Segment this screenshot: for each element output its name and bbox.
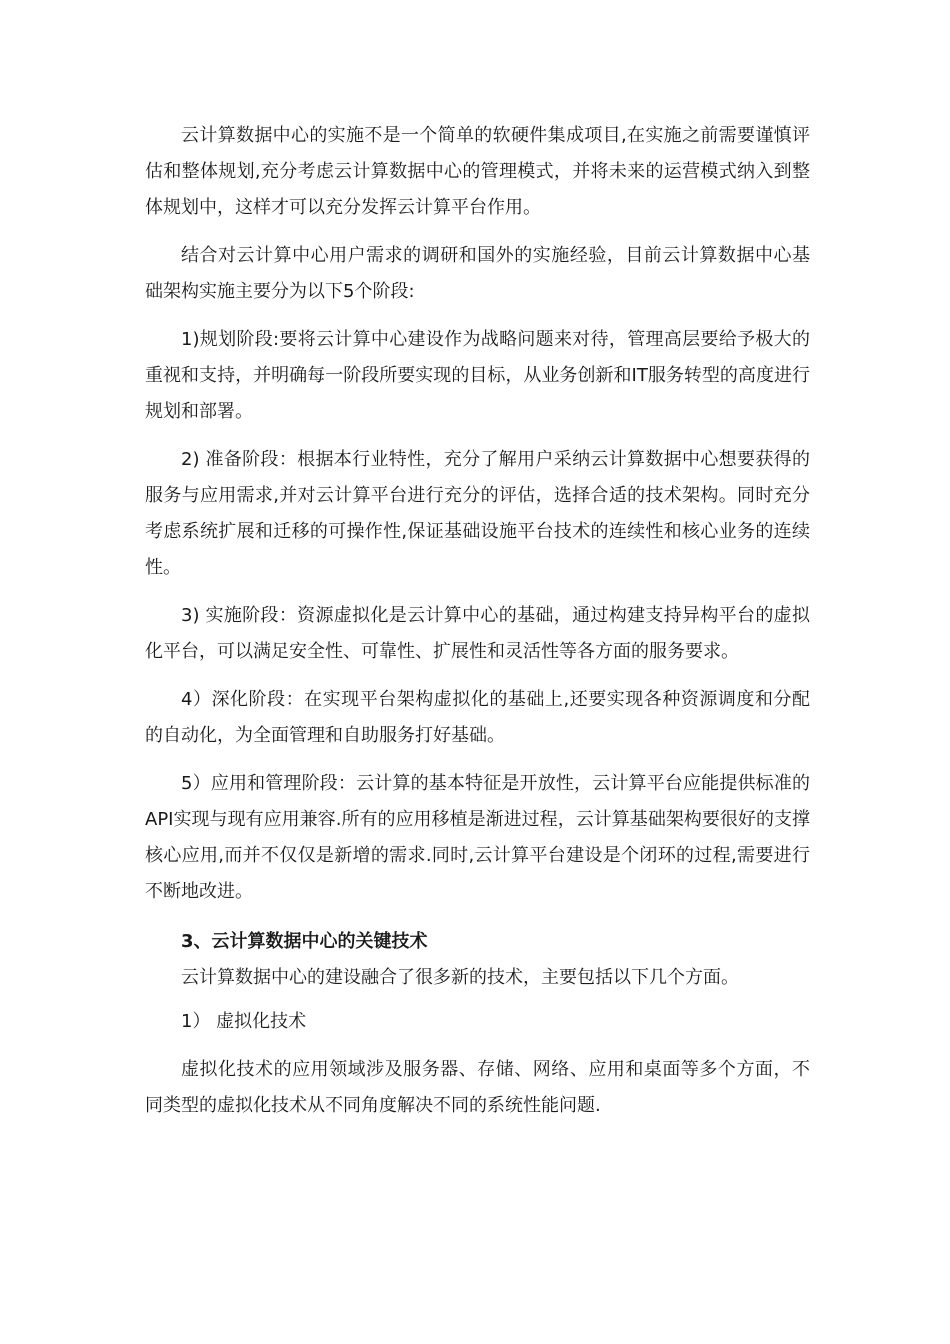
paragraph-key-tech-intro: 云计算数据中心的建设融合了很多新的技术，主要包括以下几个方面。 <box>181 967 739 988</box>
paragraph-phases-intro: 结合对云计算中心用户需求的调研和国外的实施经验，目前云计算数据中心基础架构实施主要分为以下5个阶段: <box>145 245 810 302</box>
section-heading-key-technologies: 3、云计算数据中心的关键技术 <box>181 931 428 952</box>
paragraph-phase-3: 3) 实施阶段：资源虚拟化是云计算中心的基础，通过构建支持异构平台的虚拟化平台，可以满足安全性、可靠性、扩展性和灵活性等各方面的服务要求。 <box>145 605 810 662</box>
paragraph-phase-5: 5）应用和管理阶段：云计算的基本特征是开放性，云计算平台应能提供标准的API实现与现有应用兼容.所有的应用移植是渐进过程，云计算基础架构要很好的支撑核心应用,而并不仅仅是新增的需求.同时,云计算平台建设是个闭环的过程,需要进行不断地改进。 <box>145 773 810 902</box>
document-body <box>145 118 810 1136</box>
paragraph-phase-2: 2) 准备阶段：根据本行业特性，充分了解用户采纳云计算数据中心想要获得的服务与应用需求,并对云计算平台进行充分的评估，选择合适的技术架构。同时充分考虑系统扩展和迁移的可操作性,保证基础设施平台技术的连续性和核心业务的连续性。 <box>145 449 810 578</box>
paragraph-virtualization: 虚拟化技术的应用领域涉及服务器、存储、网络、应用和桌面等多个方面，不同类型的虚拟化技术从不同角度解决不同的系统性能问题. <box>145 1059 810 1116</box>
paragraph-phase-4: 4）深化阶段：在实现平台架构虚拟化的基础上,还要实现各种资源调度和分配的自动化，为全面管理和自助服务打好基础。 <box>145 689 810 746</box>
subheading-virtualization: 1） 虚拟化技术 <box>181 1011 307 1032</box>
paragraph-phase-1: 1)规划阶段:要将云计算中心建设作为战略问题来对待，管理高层要给予极大的重视和支持，并明确每一阶段所要实现的目标，从业务创新和IT服务转型的高度进行规划和部署。 <box>145 329 810 422</box>
paragraph-intro: 云计算数据中心的实施不是一个简单的软硬件集成项目,在实施之前需要谨慎评估和整体规划,充分考虑云计算数据中心的管理模式，并将未来的运营模式纳入到整体规划中，这样才可以充分发挥云计算平台作用。 <box>145 125 810 218</box>
